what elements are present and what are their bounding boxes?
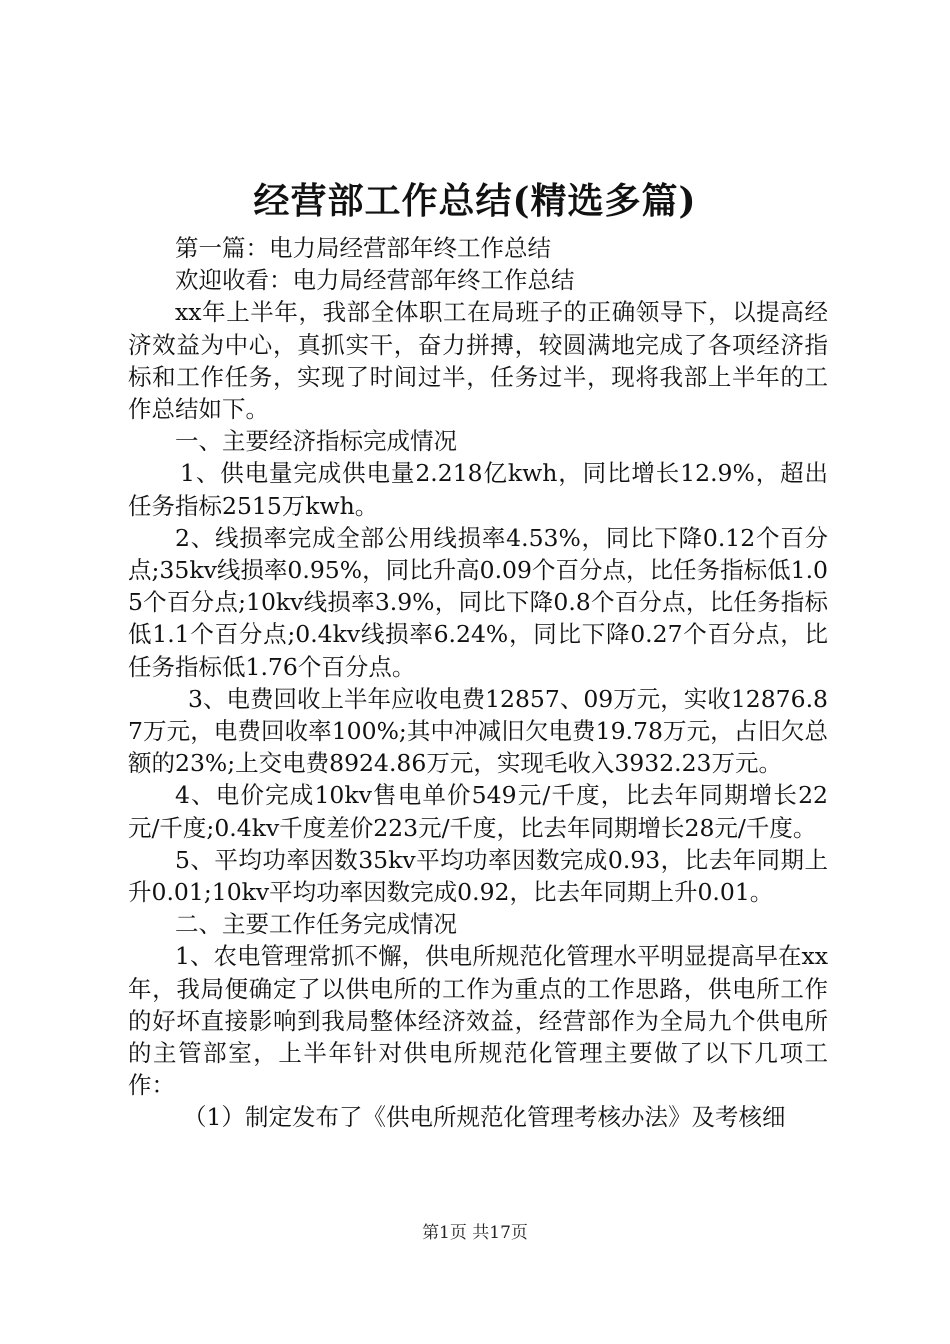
item-electricity-price: 4、电价完成10kv售电单价549元/千度，比去年同期增长22元/千度;0.4kv千度差价223元/千度，比去年同期增长28元/千度。 — [128, 781, 828, 842]
document-title: 经营部工作总结(精选多篇) — [253, 180, 697, 222]
intro-paragraph: xx年上半年，我部全体职工在局班子的正确领导下，以提高经济效益为中心，真抓实干，奋力拼搏，较圆满地完成了各项经济指标和工作任务，实现了时间过半，任务过半，现将我部上半年的工作总结如下。 — [128, 298, 828, 424]
item-electricity-fee: 3、电费回收上半年应收电费12857、09万元，实收12876.87万元，电费回收率100%;其中冲减旧欠电费19.78万元，占旧欠总额的23%;上交电费8924.86万元，实现毛收入3932.23万元。 — [128, 684, 828, 778]
sub-item-regulation: （1）制定发布了《供电所规范化管理考核办法》及考核细 — [183, 1103, 786, 1132]
item-power-supply: 1、供电量完成供电量2.218亿kwh，同比增长12.9%，超出任务指标2515万kwh。 — [128, 459, 828, 520]
section-heading-economic-indicators: 一、主要经济指标完成情况 — [175, 427, 457, 456]
page-number-footer: 第1页 共17页 — [422, 1223, 528, 1243]
welcome-line: 欢迎收看：电力局经营部年终工作总结 — [175, 266, 575, 295]
item-power-factor: 5、平均功率因数35kv平均功率因数完成0.93，比去年同期上升0.01;10kv平均功率因数完成0.92，比去年同期上升0.01。 — [128, 845, 828, 907]
document-body — [128, 232, 828, 1134]
item-line-loss: 2、线损率完成全部公用线损率4.53%，同比下降0.12个百分点;35kv线损率0.95%，同比升高0.09个百分点，比任务指标低1.05个百分点;10kv线损率3.9%，同比下降0.8个百分点，比任务指标低1.1个百分点;0.4kv线损率6.24%，同比下降0.27个百分点，比任务指标低1.76个百分点。 — [128, 523, 828, 681]
section-heading-work-tasks: 二、主要工作任务完成情况 — [175, 910, 457, 939]
section-heading-first-article: 第一篇：电力局经营部年终工作总结 — [175, 234, 551, 262]
item-rural-power-management: 1、农电管理常抓不懈，供电所规范化管理水平明显提高早在xx年，我局便确定了以供电所的工作为重点的工作思路，供电所工作的好坏直接影响到我局整体经济效益，经营部作为全局九个供电所的主管部室，上半年针对供电所规范化管理主要做了以下几项工作： — [128, 942, 828, 1100]
